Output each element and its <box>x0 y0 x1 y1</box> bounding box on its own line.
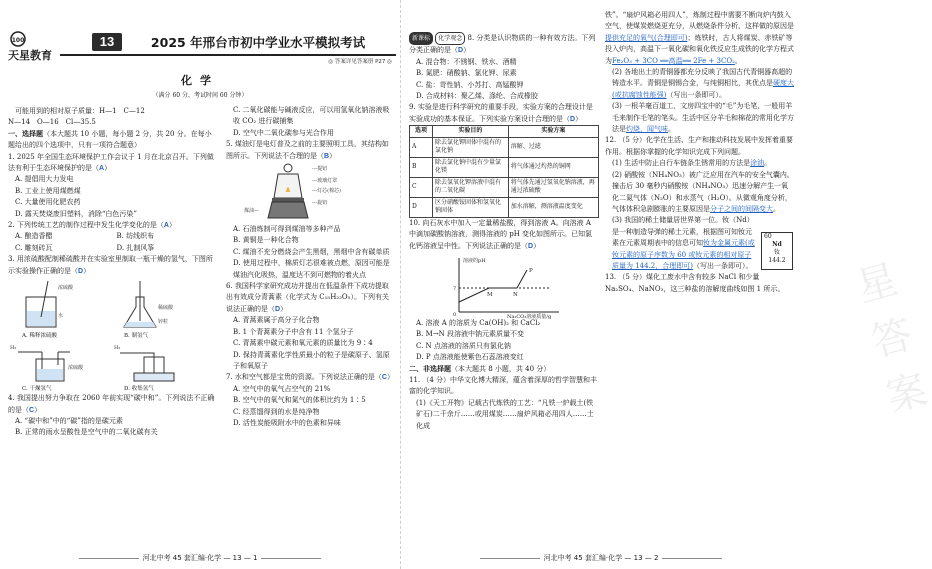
q11-answer-1[interactable]: 提供充足的氧气(合理即可) <box>605 33 688 42</box>
table-row: C 除去氢氧化钾溶液中混有的二氧化碳 将气体先通过氢氧化钠溶液，再通过浓硫酸 <box>410 177 599 197</box>
question-7: 7. 水和空气都是宝贵的资源。下列说法正确的是（C） <box>226 373 394 382</box>
page-left <box>0 0 400 569</box>
q3-apparatus-figure <box>8 277 218 393</box>
q3-caption-b: B. 制氢气 <box>124 333 149 340</box>
q11-part-3: (3) 一根羊毫百道工，文房四宝中的“毛”为毛笔，一般用羊毛来制作毛笔的笔头。生活中区分羊毛和棉花的常用化学方法是灼烧，闻气味。 <box>612 102 794 134</box>
q4-option-a[interactable]: A. “碳中和”中的“碳”指的是碳元素 <box>15 416 123 425</box>
question-5: 5. 煤油灯是电灯普及之前的主要照明工具，其结构如图所示。下列说法不合理的是（B） <box>226 140 389 160</box>
watermark: 星答案 <box>851 256 932 422</box>
q3-label-zinc: 锌粒 <box>158 319 169 326</box>
element-symbol: Nd <box>772 241 782 249</box>
q4-option-c[interactable]: C. 二氧化碳能与碱液反应，可以用氢氧化钠溶液吸收 CO₂ 进行碳捕集 <box>233 106 390 126</box>
question-11: 11. （4 分）中华文化博大精深，蕴含着深厚的哲学智慧和丰富的化学知识。 <box>409 376 598 396</box>
q10-ph-chart <box>409 252 599 318</box>
question-2: 2. 下列传统工艺的制作过程中发生化学变化的是（A） <box>8 221 176 230</box>
q11-part-2: (2) 各地出土的青铜器都充分反映了我国古代青铜器高超的铸造水平。青铜是铜锡合金，与纯铜相比，其优点是硬度大(或抗腐蚀性能强)（写出一条即可）。 <box>612 68 794 99</box>
answer-note: ◎ 答案详见答案册 P27 ◎ <box>328 59 392 65</box>
q5-option-d[interactable]: D. 使用过程中，棉质灯芯很难被点燃，原因可能是煤油汽化吸热，温度达不到可燃物的着火点 <box>233 259 390 279</box>
question-10: 10. 向石灰水中加入一定量稀盐酸，得到溶液 A。向溶液 A 中滴加碳酸钠溶液，测得溶液的 pH 变化如图所示。已知氯化钙溶液呈中性。下列说法正确的是（D） <box>409 218 593 250</box>
q10-xlabel: Na₂CO₃溶液质量/g <box>507 313 552 320</box>
exam-title: 2025 年邢台市初中学业水平模拟考试 <box>150 35 366 50</box>
q6-option-a[interactable]: A. 青蒿素属于高分子化合物 <box>233 316 320 325</box>
q2-option-a[interactable]: A. 酿造香醋 <box>15 232 53 241</box>
atomic-masses-1: 可能用到的相对原子质量：H—1 C—12 <box>15 107 145 115</box>
q7-option-d[interactable]: D. 活性炭能吸附水中的色素和异味 <box>233 418 341 427</box>
question-1: 1. 2025 年全国生态环境保护工作会议于 1 月在北京召开。下列做法有利于生态环境保护的是（A） <box>8 152 214 173</box>
q3-caption-a: A. 稀释浓硫酸 <box>22 333 57 340</box>
question-3: 3. 用浓硫酸配制稀硫酸并在实验室里制取一瓶干燥的氢气，下图所示实验操作正确的是（D） <box>8 255 213 275</box>
table-row: D 区分硝酸铵固体和氢氧化钠固体 加水溶解，测溶液温度变化 <box>410 197 599 217</box>
question-4: 4. 我国提出努力争取在 2060 年前实现“碳中和”。下列说法不正确的是（C） <box>8 394 215 414</box>
q11-part-1: (1)《天工开物》记载古代炼铁的工艺：“凡铁一炉载土(铁矿石)二千余斤……或用煤炭……扇炉风箱必用四人……土化成 <box>416 398 594 430</box>
element-number: 60 <box>764 233 772 241</box>
q5-lamp-figure <box>226 162 394 224</box>
q3-liquid-b <box>124 322 156 327</box>
q2-options-row-1 <box>8 231 218 242</box>
element-card-nd <box>761 232 793 270</box>
footer-left <box>0 551 400 565</box>
q6-option-c[interactable]: C. 青蒿素中碳元素和氧元素的质量比为 9∶4 <box>233 339 373 348</box>
q4-option-b[interactable]: B. 正常的雨水呈酸性是空气中的二氧化碳有关 <box>15 428 158 437</box>
q10-ylabel: 溶液的pH <box>463 257 486 264</box>
q8-option-c[interactable]: C. 盐：苛性钠、小苏打、高锰酸钾 <box>416 80 524 89</box>
q12-part-3-wrap <box>605 215 795 272</box>
q3-label-dilute-acid: 稀硫酸 <box>158 305 174 312</box>
q9-table-header: 选项 实验目的 实验方案 <box>410 126 599 138</box>
lamp-label-handle: ---提钮 <box>312 166 328 173</box>
q6-option-b[interactable]: B. 1 个青蒿素分子中含有 11 个氢分子 <box>233 327 354 336</box>
lamp-glass-icon <box>274 174 302 198</box>
section-2-heading: 二、非选择题（本大题共 8 小题，共 40 分） <box>409 364 551 373</box>
q12-part-2: (2) 硝酸铵（NH₄NO₃）被广泛应用在汽车的安全气囊内。撞击后 30 毫秒内硝酸铵（NH₄NO₃）迅速分解产生一氧化二氮气体（N₂O）和水蒸气（H₂O）。从微观角度分析，气体体积急剧膨胀的主要原因是分子之间的间隔变大。 <box>612 170 794 213</box>
right-column-1 <box>409 32 599 432</box>
footer-right <box>401 551 801 565</box>
q7-option-b[interactable]: B. 空气中的氧气和氮气的体积比约为 1∶5 <box>233 396 366 405</box>
q11-part-1-cont: 铁”。“扇炉风箱必用四人”，炼制过程中需要不断向炉内鼓入空气，使煤炭燃烧更充分，从燃烧条件分析，这样做的原因是提供充足的氧气(合理即可)；炼铁时，古人将煤炭、赤铁矿等投入炉内，高温下一氧化碳和氧化铁反应生成铁的化学方程式为Fe₂O₃ + 3CO ══高温══ 2Fe + 3CO₂。 <box>605 11 794 65</box>
subject-title: 化学 <box>181 74 219 87</box>
q12-answer-3[interactable]: 钕为金属元素(或钕元素的原子序数为 60 或钕元素的相对原子质量为 144.2，合理即可) <box>612 239 755 270</box>
footer-left-text: 河北中考 45 套汇编·化学 — 13 — 1 <box>142 554 258 562</box>
section-1-heading: 一、选择题（本大题共 10 小题，每小题 2 分，共 20 分。在每小题给出的四个选项中，只有一项符合题意） <box>8 129 212 150</box>
q10-point-m: M <box>487 291 493 298</box>
q3-liquid-c <box>37 369 63 380</box>
question-8: 新课标 化学观念 8. 分类是认识物质的一种有效方法。下列分类正确的是（D） <box>409 34 596 55</box>
q10-option-c[interactable]: C. N 点溶液的溶质只有氯化钠 <box>416 341 511 350</box>
table-row: A 除去氯化钾固体中混有的氯化钠 溶解、过滤 <box>410 137 599 157</box>
brand-name: 天星教育 <box>8 49 52 62</box>
lamp-label-wick: ---灯芯(棉芯) <box>312 188 341 195</box>
lamp-label-oil: 煤油— <box>244 208 260 215</box>
q8-option-d[interactable]: D. 合成材料：聚乙烯、涤纶、合成橡胶 <box>416 92 538 101</box>
q2-option-c[interactable]: C. 雕刻砖瓦 <box>15 243 53 252</box>
q5-option-b[interactable]: B. 黄铜是一种化合物 <box>233 236 299 245</box>
q7-option-c[interactable]: C. 经蒸馏得到的水是纯净物 <box>233 407 320 416</box>
q3-label-conc-acid-c: 浓硫酸 <box>68 365 84 372</box>
q1-option-c[interactable]: C. 大量使用化肥农药 <box>15 198 81 207</box>
q4-option-d[interactable]: D. 空气中二氧化碳参与光合作用 <box>233 128 334 137</box>
q7-option-a[interactable]: A. 空气中的氧气占空气的 21% <box>233 384 331 393</box>
q3-liquid-a <box>27 311 55 326</box>
q11-answer-4[interactable]: 灼烧，闻气味 <box>626 125 668 134</box>
element-name: 钕 <box>773 249 780 257</box>
q3-trough-d <box>134 373 174 381</box>
question-12: 12. （5 分）化学在生活、生产和推动科技发展中发挥着重要作用。根据你掌握的化学知识完成下列问题。 <box>605 136 794 156</box>
q3-tube-d <box>120 353 154 375</box>
left-column-2 <box>226 105 394 429</box>
q10-option-a[interactable]: A. 溶液 A 的溶质为 Ca(OH)₂ 和 CaCl₂ <box>416 318 541 327</box>
q5-option-c[interactable]: C. 煤油不充分燃烧会产生黑烟，黑烟中含有碳单质 <box>233 247 390 256</box>
q2-option-b[interactable]: B. 纺线织布 <box>116 232 155 241</box>
lamp-collar-icon <box>272 198 304 202</box>
lamp-label-glass: ---玻璃灯罩 <box>312 178 338 185</box>
footer-right-text: 河北中考 45 套汇编·化学 — 13 — 2 <box>543 554 659 562</box>
brand-logo <box>6 30 58 64</box>
q1-option-d[interactable]: D. 露天焚烧废旧塑料，消除“白色污染” <box>15 209 137 218</box>
lamp-base-icon <box>268 202 308 218</box>
q3-label-water: 水 <box>58 313 64 320</box>
page-right <box>400 0 932 569</box>
q12-part-3: (3) 我国的稀土储量居世界第一位。钕（Nd）是一种制造导弹的稀土元素，根据图可知钕元素在元素周期表中的信息可知钕为金属元素(或钕元素的原子序数为 60 或钕元素的相对原子质量为 144.2，合理即可)（写出一条即可）。 <box>612 216 755 270</box>
q3-caption-c: C. 干燥氢气 <box>22 386 52 393</box>
right-column-2 <box>605 10 795 295</box>
q10-origin: 0 <box>453 311 457 318</box>
q10-point-n: N <box>513 291 518 298</box>
q6-option-d[interactable]: D. 保持青蒿素化学性质最小的粒子是碳原子、氢原子和氧原子 <box>233 350 390 370</box>
element-mass: 144.2 <box>768 257 786 265</box>
question-13: 13. （5 分）煤化工废水中含有较多 NaCl 和少量 Na₂SO₄、NaNO₃，这三种盐的溶解度曲线如图 1 所示。 <box>605 273 785 293</box>
q10-option-b[interactable]: B. M→N 段溶液中钠元素质量不变 <box>416 330 524 339</box>
score-note: （满分 60 分，考试时间 60 分钟） <box>152 92 248 99</box>
q1-option-b[interactable]: B. 工业上使用煤燃煤 <box>15 186 81 195</box>
svg-text:100: 100 <box>11 37 25 44</box>
q8-option-b[interactable]: B. 氮肥：硝酸钠、氯化钾、尿素 <box>416 69 517 78</box>
q3-label-h2-d: H₂ <box>114 345 121 352</box>
lamp-ring-icon <box>284 164 292 172</box>
lamp-label-knob: ---旋钮 <box>312 200 328 207</box>
q3-caption-d: D. 收集氢气 <box>124 386 154 393</box>
q3-label-h2-c: H₂ <box>10 345 17 352</box>
table-row: B 除去氯化钠中混有少量氯化镁 将气体通过灼热的铜网 <box>410 157 599 177</box>
q11-answer-2[interactable]: Fe₂O₃ + 3CO ══高温══ 2Fe + 3CO₂ <box>612 56 735 65</box>
q11-answer-3[interactable]: 硬度大(或抗腐蚀性能强) <box>612 79 794 99</box>
q10-point-p: P <box>529 267 533 274</box>
exam-number: 13 <box>92 33 122 51</box>
q2-option-d[interactable]: D. 扎制风筝 <box>116 243 155 252</box>
q2-options-row-2 <box>8 243 218 254</box>
q12-answer-2[interactable]: 分子之间的间隔变大 <box>710 204 773 213</box>
q9-table <box>409 125 599 218</box>
left-column-1 <box>8 106 218 439</box>
q12-part-1: (1) 生活中防止自行车链条生锈常用的方法是涂油。 <box>612 159 772 168</box>
q1-option-a[interactable]: A. 提倡用大力发电 <box>15 175 74 184</box>
q5-option-a[interactable]: A. 石油炼制可得到煤油等多种产品 <box>233 225 341 234</box>
q3-label-conc-acid: 浓硫酸 <box>58 285 74 292</box>
q10-tick-7: 7 <box>453 285 457 292</box>
question-6: 6. 我国科学家研究成功并提出在低温条件下成功提取出有效成分青蒿素（化学式为 C₁₅H₂₂O₅）。下列有关说法正确的是（D） <box>226 282 389 313</box>
atomic-masses-2: N—14 O—16 Cl—35.5 <box>8 118 96 127</box>
q10-option-d[interactable]: D. P 点溶液能使紫色石蕊溶液变红 <box>416 353 524 362</box>
question-9: 9. 实验是进行科学研究的重要手段，实验方案的合理设计是实验成功的基本保证。下列实验方案设计合理的是（D） <box>409 103 593 123</box>
q8-option-a[interactable]: A. 混合物：不锈钢、铁水、酒精 <box>416 57 517 66</box>
q12-answer-1[interactable]: 涂油 <box>750 159 765 168</box>
